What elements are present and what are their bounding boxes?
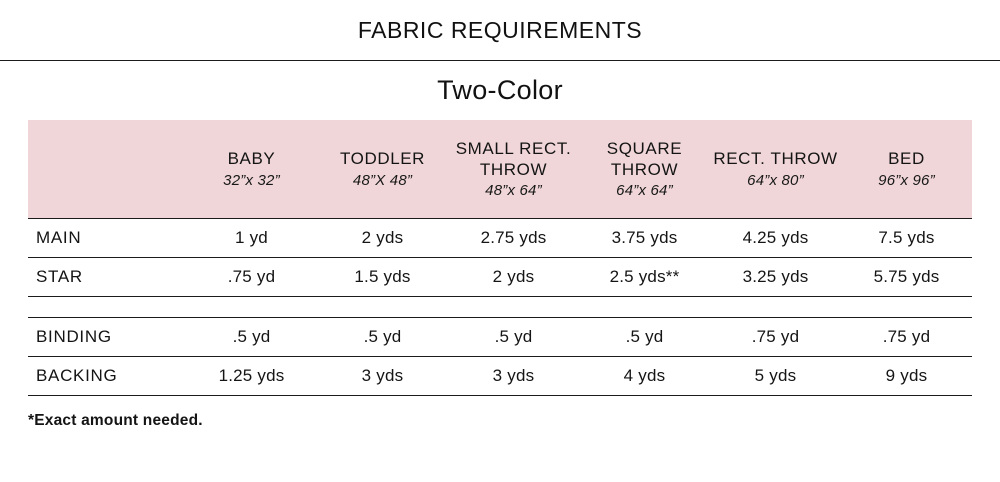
cell-binding-small-rect-throw: .5 yd bbox=[448, 318, 579, 357]
column-header-small-rect-throw bbox=[448, 120, 579, 219]
table-row bbox=[28, 219, 972, 258]
row-label-binding: BINDING bbox=[28, 318, 186, 357]
row-label-main: MAIN bbox=[28, 219, 186, 258]
cell-backing-toddler: 3 yds bbox=[317, 357, 448, 396]
column-header-dims: 48”x 64” bbox=[485, 182, 542, 200]
column-header-dims: 64”x 80” bbox=[747, 171, 804, 189]
cell-star-toddler: 1.5 yds bbox=[317, 258, 448, 297]
spacer-cell bbox=[448, 297, 579, 318]
column-header-square-throw bbox=[579, 120, 710, 219]
cell-backing-bed: 9 yds bbox=[841, 357, 972, 396]
cell-star-small-rect-throw: 2 yds bbox=[448, 258, 579, 297]
fabric-requirements-table bbox=[28, 120, 972, 396]
table-spacer-row bbox=[28, 297, 972, 318]
table-row bbox=[28, 258, 972, 297]
table-header-row bbox=[28, 120, 972, 219]
cell-main-square-throw: 3.75 yds bbox=[579, 219, 710, 258]
cell-star-bed: 5.75 yds bbox=[841, 258, 972, 297]
column-header-name: SMALL RECT. THROW bbox=[455, 138, 572, 179]
footnote: *Exact amount needed. bbox=[28, 412, 203, 429]
column-header-dims: 64”x 64” bbox=[616, 182, 673, 200]
cell-binding-bed: .75 yd bbox=[841, 318, 972, 357]
column-header-toddler bbox=[317, 120, 448, 219]
cell-main-bed: 7.5 yds bbox=[841, 219, 972, 258]
spacer-cell bbox=[841, 297, 972, 318]
page-title: FABRIC REQUIREMENTS bbox=[357, 17, 643, 43]
table-row bbox=[28, 318, 972, 357]
table-row bbox=[28, 357, 972, 396]
cell-main-rect-throw: 4.25 yds bbox=[710, 219, 841, 258]
spacer-cell bbox=[579, 297, 710, 318]
header-row-label bbox=[28, 120, 186, 219]
cell-backing-small-rect-throw: 3 yds bbox=[448, 357, 579, 396]
cell-backing-rect-throw: 5 yds bbox=[710, 357, 841, 396]
spacer-cell bbox=[710, 297, 841, 318]
spacer-cell bbox=[186, 297, 317, 318]
column-header-bed bbox=[841, 120, 972, 219]
spacer-cell bbox=[28, 297, 186, 318]
cell-main-toddler: 2 yds bbox=[317, 219, 448, 258]
cell-star-rect-throw: 3.25 yds bbox=[710, 258, 841, 297]
spacer-cell bbox=[317, 297, 448, 318]
column-header-dims: 96”x 96” bbox=[878, 171, 935, 189]
cell-star-baby: .75 yd bbox=[186, 258, 317, 297]
cell-binding-baby: .5 yd bbox=[186, 318, 317, 357]
column-header-name: TODDLER bbox=[339, 149, 426, 169]
column-header-baby bbox=[186, 120, 317, 219]
column-header-name: BED bbox=[888, 149, 925, 169]
row-label-star: STAR bbox=[28, 258, 186, 297]
column-header-name: BABY bbox=[227, 149, 276, 169]
column-header-name: SQUARE THROW bbox=[606, 138, 683, 179]
cell-binding-rect-throw: .75 yd bbox=[710, 318, 841, 357]
column-header-dims: 48”X 48” bbox=[352, 171, 413, 189]
cell-main-small-rect-throw: 2.75 yds bbox=[448, 219, 579, 258]
column-header-name: RECT. THROW bbox=[713, 149, 838, 169]
cell-binding-square-throw: .5 yd bbox=[579, 318, 710, 357]
table-header-band bbox=[28, 120, 972, 219]
section-subtitle: Two-Color bbox=[437, 75, 563, 105]
row-label-backing: BACKING bbox=[28, 357, 186, 396]
cell-binding-toddler: .5 yd bbox=[317, 318, 448, 357]
table-body bbox=[28, 219, 972, 396]
column-header-dims: 32”x 32” bbox=[223, 171, 280, 189]
fabric-table-wrapper bbox=[0, 120, 1000, 396]
cell-backing-square-throw: 4 yds bbox=[579, 357, 710, 396]
cell-main-baby: 1 yd bbox=[186, 219, 317, 258]
column-header-rect-throw bbox=[710, 120, 841, 219]
cell-backing-baby: 1.25 yds bbox=[186, 357, 317, 396]
cell-star-square-throw: 2.5 yds** bbox=[579, 258, 710, 297]
